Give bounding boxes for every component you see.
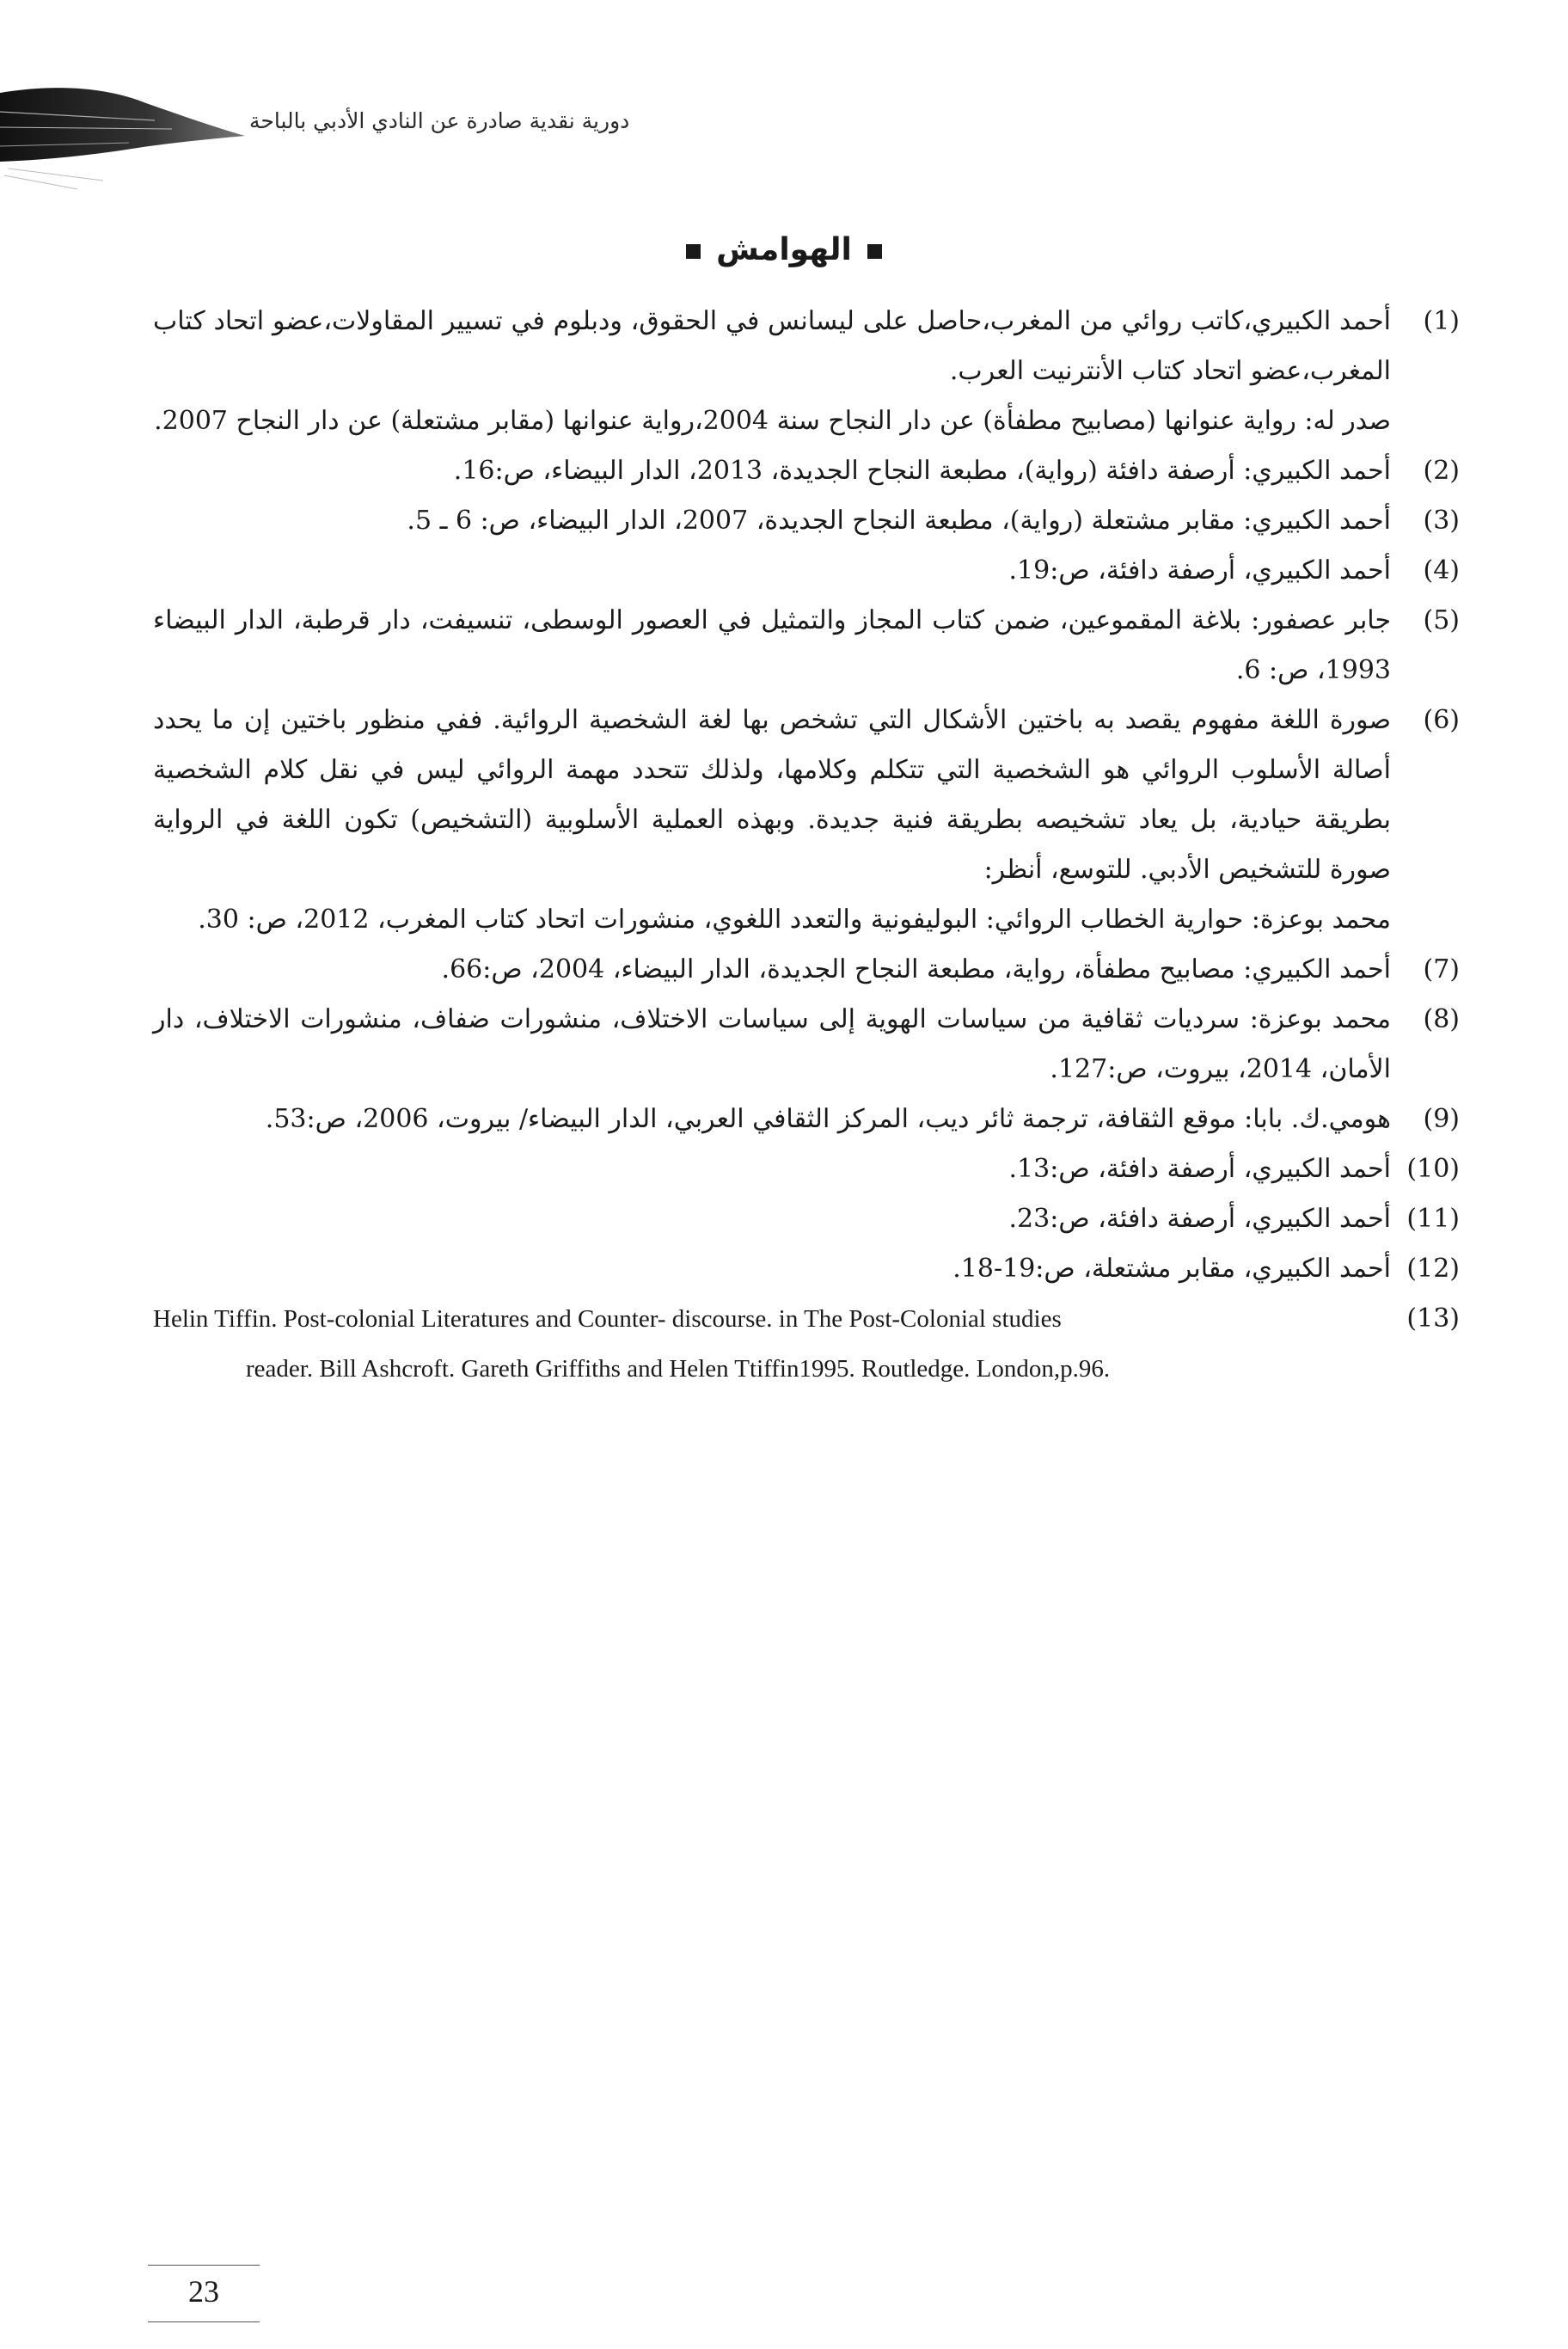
footnote	[153, 696, 1460, 945]
footnote	[153, 446, 1460, 496]
footnote	[153, 945, 1460, 995]
footnote-number: (3)	[1423, 506, 1460, 536]
footnote	[153, 995, 1460, 1095]
footnote-text: صدر له: رواية عنوانها (مصابيح مطفأة) عن دار النجاح سنة 2004،رواية عنوانها (مقابر مشتعلة) عن دار النجاح 2007.	[154, 406, 1391, 436]
footnote-text: أحمد الكبيري، مقابر مشتعلة، ص:19-18.	[952, 1254, 1391, 1284]
footnote-number: (12)	[1406, 1254, 1460, 1284]
footnote	[153, 1144, 1460, 1194]
footnote	[153, 1095, 1460, 1144]
footnote-text: reader. Bill Ashcroft. Gareth Griffiths and Helen Ttiffin1995. Routledge. London,p.96.	[246, 1355, 1111, 1383]
footnote-text: أحمد الكبيري، أرصفة دافئة، ص:19.	[1008, 555, 1391, 586]
footnote-text: أحمد الكبيري، أرصفة دافئة، ص:23.	[1008, 1204, 1391, 1234]
footnote-text: صورة اللغة مفهوم يقصد به باختين الأشكال التي تشخص بها لغة الشخصية الروائية. ففي منظور باختين إن ما يحدد أصالة الأسلوب الروائي هو الشخصية التي تتكلم وكلامها، ولذلك تتحدد مهمة الروائي ليس في نقل كلام الشخصية بطريقة حيادية، بل يعاد تشخيصه بطريقة فنية جديدة. وبهذه العملية الأسلوبية (التشخيص) تكون اللغة في الرواية صورة للتشخيص الأدبي. للتوسع، أنظر:	[153, 705, 1391, 885]
section-heading-text: الهوامش	[716, 232, 852, 267]
footnote	[153, 297, 1460, 446]
footer-divider	[148, 2265, 260, 2266]
square-bullet-icon	[686, 244, 701, 259]
footnote-text: جابر عصفور: بلاغة المقموعين، ضمن كتاب المجاز والتمثيل في العصور الوسطى، تنسيفت، دار قرطبة، الدار البيضاء 1993، ص: 6.	[153, 605, 1391, 685]
footnote-number: (10)	[1406, 1154, 1460, 1184]
page-number: 23	[188, 2274, 219, 2309]
footnote-number: (6)	[1423, 705, 1460, 735]
footnote-text: أحمد الكبيري: مقابر مشتعلة (رواية)، مطبعة النجاح الجديدة، 2007، الدار البيضاء، ص: 6 ـ 5.	[407, 506, 1391, 536]
footnote	[153, 1194, 1460, 1244]
footnote-text: Helin Tiffin. Post-colonial Literatures and Counter- discourse. in The Post-Colonial studies	[153, 1305, 1062, 1333]
footnote-number: (4)	[1423, 555, 1460, 586]
section-heading	[0, 232, 1568, 267]
footnote-number: (7)	[1423, 954, 1460, 984]
footnote-text: محمد بوعزة: سرديات ثقافية من سياسات الهوية إلى سياسات الاختلاف، منشورات ضفاف، منشورات الاختلاف، دار الأمان، 2014، بيروت، ص:127.	[153, 1004, 1391, 1084]
footnote	[153, 596, 1460, 696]
footer-divider	[148, 2321, 260, 2322]
footnote-number: (8)	[1423, 1004, 1460, 1034]
footnote	[153, 546, 1460, 596]
footnote	[153, 1244, 1460, 1294]
footnotes-list	[153, 297, 1460, 1394]
footnote-number: (11)	[1406, 1204, 1460, 1234]
footnote-number: (9)	[1423, 1104, 1460, 1134]
footnote-english	[153, 1294, 1460, 1394]
footnote-text: أحمد الكبيري: مصابيح مطفأة، رواية، مطبعة النجاح الجديدة، الدار البيضاء، 2004، ص:66.	[441, 954, 1391, 984]
footnote-text: محمد بوعزة: حوارية الخطاب الروائي: البوليفونية والتعدد اللغوي، منشورات اتحاد كتاب المغرب، 2012، ص: 30.	[198, 905, 1391, 935]
footnote-number: (1)	[1423, 306, 1460, 336]
square-bullet-icon	[867, 244, 882, 259]
footnote-number: (2)	[1423, 456, 1460, 486]
footnote-text: أحمد الكبيري: أرصفة دافئة (رواية)، مطبعة النجاح الجديدة، 2013، الدار البيضاء، ص:16.	[453, 456, 1391, 486]
footnote-text: أحمد الكبيري،كاتب روائي من المغرب،حاصل على ليسانس في الحقوق، ودبلوم في تسيير المقاولات،عضو اتحاد كتاب المغرب،عضو اتحاد كتاب الأنترنيت العرب.	[153, 306, 1391, 386]
footnote	[153, 496, 1460, 546]
footnote-text: أحمد الكبيري، أرصفة دافئة، ص:13.	[1008, 1154, 1391, 1184]
footnote-number: (5)	[1423, 605, 1460, 635]
quill-pen-decoration	[0, 60, 258, 198]
journal-title: دورية نقدية صادرة عن النادي الأدبي بالباحة	[249, 108, 630, 133]
footnote-number: (13)	[1406, 1303, 1460, 1334]
footnote-text: هومي.ك. بابا: موقع الثقافة، ترجمة ثائر ديب، المركز الثقافي العربي، الدار البيضاء/ بيروت، 2006، ص:53.	[265, 1104, 1391, 1134]
